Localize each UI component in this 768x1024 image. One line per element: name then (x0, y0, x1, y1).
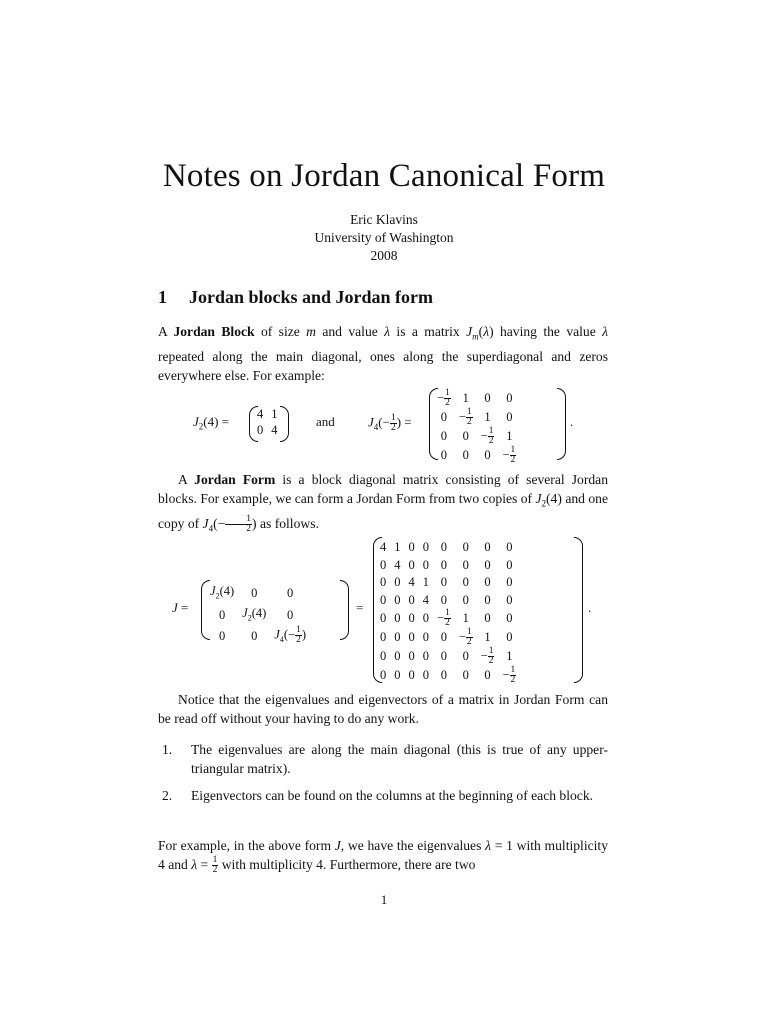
matrix-cell: 0 (422, 557, 429, 572)
matrix-cell: 1 (271, 407, 278, 421)
matrix-row (206, 626, 310, 648)
matrix-right-paren (557, 388, 566, 460)
matrix-cell: 0 (484, 448, 491, 462)
matrix-cell: 1 (462, 391, 469, 405)
equation-and-word: and (316, 414, 335, 429)
matrix-cell: 0 (462, 648, 469, 663)
matrix-jordan-form-full (376, 539, 520, 685)
matrix-cell: 0 (440, 648, 448, 663)
matrix-right-paren (340, 580, 349, 640)
matrix-cell: 0 (484, 575, 491, 589)
matrix-row (253, 422, 282, 438)
matrix-cell: 1 (506, 648, 513, 663)
matrix-cell: 0 (484, 391, 491, 405)
equation-equals: = (356, 600, 364, 615)
matrix-cell: 0 (408, 667, 415, 682)
matrix-cell: 0 (462, 575, 469, 589)
equation-period: . (588, 600, 592, 615)
page-number: 1 (380, 892, 388, 907)
matrix-right-paren (574, 537, 583, 683)
list-item: 2. Eigenvectors can be found on the columns at the beginning of each block. (162, 788, 594, 803)
matrix-cell: 4 (422, 592, 429, 607)
matrix-j4 (433, 389, 520, 465)
matrix-cell: 0 (506, 610, 513, 625)
matrix-row (376, 574, 520, 592)
matrix-cell: 0 (394, 629, 401, 644)
matrix-cell: 0 (380, 648, 387, 663)
matrix-cell: 0 (422, 629, 429, 644)
matrix-row (433, 408, 520, 427)
section-number: 1 (158, 287, 167, 307)
matrix-cell: 0 (506, 575, 513, 589)
matrix-cell: 0 (462, 667, 469, 682)
matrix-cell: $J_4(-$ $\frac{1}{2}$ ) (274, 625, 306, 645)
matrix-cell: 0 (484, 610, 491, 625)
matrix-cell: 0 (257, 423, 264, 437)
author-name: Eric Klavins (350, 212, 418, 227)
matrix-cell: 0 (440, 557, 448, 572)
matrix-cell: 0 (251, 586, 258, 601)
matrix-cell: 0 (440, 448, 448, 462)
matrix-cell: 4 (380, 540, 387, 554)
matrix-cell: 0 (462, 592, 469, 607)
matrix-cell: 0 (408, 648, 415, 663)
author-affiliation: University of Washington (314, 230, 454, 245)
matrix-cell: − $\frac{1}{2}$ (458, 407, 472, 427)
matrix-cell: − $\frac{1}{2}$ (502, 665, 516, 685)
matrix-cell: 0 (394, 648, 401, 663)
matrix-cell: 0 (394, 592, 401, 607)
paragraph-example-eigenvalues: For example, in the above form J, we have the eigenvalues λ = 1 with multiplicity 4 and λ = $\frac{1}{2}$ with multiplicity 4. Furthermore, there are two (158, 838, 608, 876)
matrix-row (376, 666, 520, 685)
term-jordan-form: Jordan Form (194, 472, 276, 487)
matrix-cell: 0 (287, 586, 294, 601)
matrix-cell: 0 (408, 629, 415, 644)
matrix-cell: 0 (484, 592, 491, 607)
matrix-cell: 0 (506, 557, 513, 572)
matrix-cell: 0 (506, 391, 513, 405)
matrix-cell: 0 (440, 410, 448, 424)
matrix-cell: 0 (408, 592, 415, 607)
matrix-cell: 0 (380, 575, 387, 589)
section-heading (158, 287, 433, 308)
matrix-row (253, 406, 282, 422)
equation-period: . (570, 414, 574, 429)
matrix-cell: 0 (462, 448, 469, 462)
matrix-cell: 1 (506, 429, 513, 443)
matrix-cell: $J_2(4)$ (242, 605, 267, 622)
matrix-cell: 0 (440, 575, 448, 589)
matrix-cell: 0 (394, 667, 401, 682)
equation-j-label: J = (172, 600, 189, 615)
list-item: 1. The eigenvalues are along the main diagonal (this is true of any upper-triangular matrix). (162, 742, 608, 776)
matrix-cell: $J_2(4)$ (210, 584, 235, 601)
matrix-cell: 0 (506, 540, 513, 554)
matrix-cell: 0 (462, 540, 469, 554)
matrix-cell: 1 (394, 540, 401, 554)
matrix-right-paren (280, 406, 289, 442)
matrix-block-diagonal (206, 583, 310, 648)
matrix-cell: 0 (440, 429, 448, 443)
matrix-cell: 1 (462, 610, 469, 625)
matrix-cell: − $\frac{1}{2}$ (480, 646, 494, 666)
matrix-j2 (253, 406, 282, 438)
matrix-cell: 0 (422, 610, 429, 625)
matrix-cell: 0 (251, 629, 258, 644)
matrix-row (206, 605, 310, 627)
matrix-cell: 0 (422, 540, 429, 554)
matrix-cell: 0 (422, 667, 429, 682)
matrix-row (376, 539, 520, 557)
paragraph-jordan-form-definition: A Jordan Form is a block diagonal matrix consisting of several Jordan blocks. For example, we can form a Jordan Form from two copies of $J_2(4)$ and one copy of $J_4(-$ $\frac{1}{2}$ ) as follows. (158, 472, 608, 535)
matrix-cell: 1 (422, 575, 429, 589)
matrix-cell: 0 (394, 575, 401, 589)
matrix-cell: 0 (440, 629, 448, 644)
matrix-cell: 0 (506, 592, 513, 607)
matrix-cell: 0 (440, 540, 448, 554)
matrix-cell: − $\frac{1}{2}$ (480, 426, 494, 446)
matrix-cell: 0 (408, 557, 415, 572)
matrix-row (433, 427, 520, 446)
matrix-cell: − $\frac{1}{2}$ (437, 608, 450, 628)
matrix-cell: − $\frac{1}{2}$ (437, 388, 450, 408)
matrix-cell: 0 (287, 607, 294, 622)
matrix-cell: − $\frac{1}{2}$ (458, 627, 472, 647)
paragraph-jordan-block-definition: A Jordan Block of size m and value λ is a matrix $J_m(\lambda)$ having the value λ repeated along the main diagonal, ones along the superdiagonal and zeros everywhere else. For example: (158, 324, 609, 383)
matrix-row (376, 647, 520, 666)
matrix-cell: 0 (408, 610, 415, 625)
matrix-cell: 0 (462, 557, 469, 572)
matrix-cell: 0 (380, 610, 387, 625)
term-jordan-block: Jordan Block (173, 324, 255, 339)
paper-title: Notes on Jordan Canonical Form (162, 158, 606, 194)
matrix-cell: 0 (506, 410, 513, 424)
paragraph-eigen-note: Notice that the eigenvalues and eigenvectors of a matrix in Jordan Form can be read off without your having to do any work. (158, 692, 608, 726)
matrix-cell: 0 (218, 607, 226, 622)
matrix-cell: 0 (440, 667, 448, 682)
matrix-cell: 0 (422, 648, 429, 663)
matrix-cell: 0 (380, 557, 387, 572)
matrix-cell: 4 (394, 557, 401, 572)
section-title-text: Jordan blocks and Jordan form (189, 287, 434, 307)
matrix-cell: 0 (484, 667, 491, 682)
matrix-cell: 0 (394, 610, 401, 625)
matrix-cell: 0 (218, 629, 226, 644)
matrix-cell: 4 (257, 407, 264, 421)
matrix-cell: 0 (440, 592, 448, 607)
matrix-cell: 0 (506, 629, 513, 644)
matrix-cell: 0 (380, 592, 387, 607)
equation-j4-label: $J_4(-$ $\frac{1}{2}$ ) = (368, 413, 412, 433)
matrix-row (376, 557, 520, 575)
matrix-cell: 0 (462, 429, 469, 443)
matrix-cell: 1 (484, 410, 491, 424)
matrix-cell: 4 (271, 423, 278, 437)
matrix-row (376, 609, 520, 628)
matrix-cell: 0 (484, 557, 491, 572)
matrix-cell: 1 (484, 629, 491, 644)
matrix-row (376, 628, 520, 647)
matrix-cell: 0 (408, 540, 415, 554)
matrix-cell: − $\frac{1}{2}$ (502, 445, 516, 465)
equation-j2-label: $J_2(4)$ = (193, 414, 230, 432)
matrix-cell: 0 (380, 629, 387, 644)
matrix-cell: 4 (408, 575, 415, 589)
matrix-row (433, 389, 520, 408)
matrix-row (433, 446, 520, 465)
matrix-row (376, 592, 520, 610)
matrix-cell: 0 (380, 667, 387, 682)
matrix-cell: 0 (484, 540, 491, 554)
publication-year: 2008 (370, 248, 398, 263)
matrix-row (206, 583, 310, 605)
